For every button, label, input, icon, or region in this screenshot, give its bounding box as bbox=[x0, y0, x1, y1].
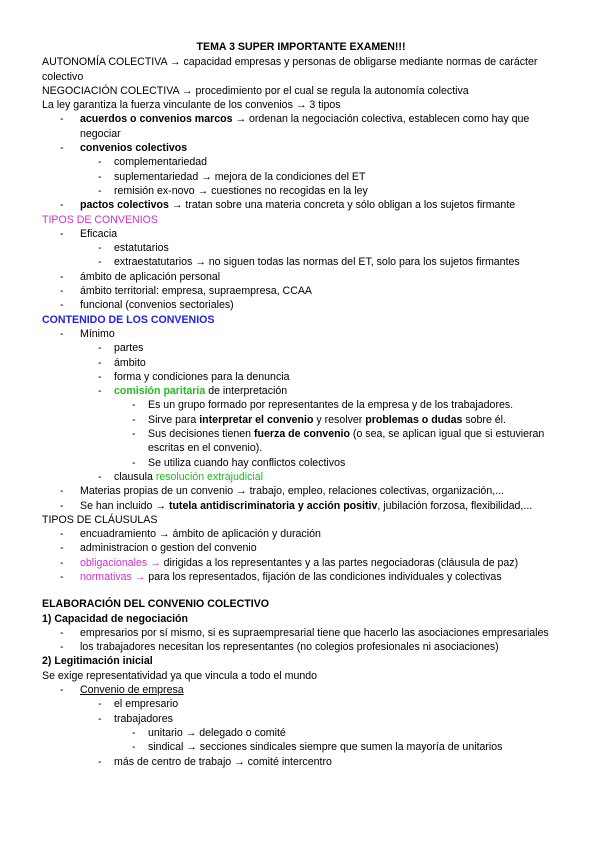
list-item: - Sus decisiones tienen fuerza de convenio (o sea, se aplican igual que si estuvieran escritas en el convenio). bbox=[132, 428, 545, 455]
list-item: - clausula resolución extrajudicial bbox=[98, 470, 263, 483]
list-item: - el empresario bbox=[98, 698, 179, 711]
list-item: - forma y condiciones para la denuncia bbox=[98, 370, 290, 383]
list-item: - partes bbox=[98, 342, 144, 355]
page-title: TEMA 3 SUPER IMPORTANTE EXAMEN!!! bbox=[196, 41, 406, 53]
autonomia-line: AUTONOMÍA COLECTIVA → capacidad empresas y personas de obligarse mediante normas de carácter colectivo bbox=[42, 56, 538, 83]
list-item: - más de centro de trabajo → comité intercentro bbox=[98, 755, 332, 768]
list-item: - ámbito de aplicación personal bbox=[60, 270, 221, 283]
list-item: - Materias propias de un convenio → trabajo, empleo, relaciones colectivas, organización,... bbox=[60, 485, 504, 498]
list-item: - ámbito bbox=[98, 356, 146, 369]
list-item: - Sirve para interpretar el convenio y resolver problemas o dudas sobre él. bbox=[132, 413, 506, 426]
section-1-heading: 1) Capacidad de negociación bbox=[42, 612, 188, 625]
list-item: - administracion o gestion del convenio bbox=[60, 542, 257, 555]
list-item: - comisión paritaria de interpretación - Es un grupo formado por representantes de la empresa y de los trabajadores. - Sirve para interpretar el convenio y resolver problemas o dudas sobre él. - Sus decisiones tienen fuerza de convenio (o sea, se aplican igual que si estuvieran escritas en el convenio). - Se utiliza cuando hay conflictos colectivos bbox=[80, 384, 560, 470]
tipos-list bbox=[42, 112, 560, 212]
tipos-convenios-heading: TIPOS DE CONVENIOS bbox=[42, 213, 158, 226]
list-item: - suplementariedad → mejora de la condiciones del ET bbox=[98, 170, 366, 183]
list-item: - estatutarios bbox=[98, 242, 169, 255]
negociacion-line: NEGOCIACIÓN COLECTIVA → procedimiento por el cual se regula la autonomía colectiva bbox=[42, 84, 469, 97]
list-item: - convenios colectivos - complementariedad - suplementariedad → mejora de la condiciones del ET - remisión ex-novo → cuestiones no recogidas en la ley bbox=[42, 141, 560, 198]
list-item: - unitario → delegado o comité bbox=[132, 726, 286, 739]
list-item: - complementariedad bbox=[98, 156, 208, 169]
tipos-convenios-list bbox=[42, 227, 560, 313]
contenido-list bbox=[42, 327, 560, 513]
list-item: - Eficacia - estatutarios - extraestatutarios → no siguen todas las normas del ET, solo para los sujetos firmantes bbox=[42, 227, 560, 270]
clausulas-list bbox=[42, 527, 560, 584]
ley-line: La ley garantiza la fuerza vinculante de los convenios → 3 tipos bbox=[42, 99, 341, 112]
legitimacion-list bbox=[42, 683, 560, 769]
legitimacion-text: Se exige representatividad ya que vincula a todo el mundo bbox=[42, 669, 318, 682]
list-item: - los trabajadores necesitan los representantes (no colegios profesionales ni asociaciones) bbox=[60, 641, 499, 654]
capacidad-list bbox=[42, 626, 560, 655]
list-item: - funcional (convenios sectoriales) bbox=[60, 299, 234, 312]
list-item: - Es un grupo formado por representantes de la empresa y de los trabajadores. bbox=[132, 399, 514, 412]
list-item: - trabajadores - unitario → delegado o comité - sindical → secciones sindicales siempre que sumen la mayoría de unitarios bbox=[80, 712, 560, 755]
list-item: - sindical → secciones sindicales siempre que sumen la mayoría de unitarios bbox=[132, 741, 503, 754]
section-2-heading: 2) Legitimación inicial bbox=[42, 655, 153, 668]
clausulas-heading: TIPOS DE CLÁUSULAS bbox=[42, 513, 158, 526]
list-item: - Se han incluido → tutela antidiscriminatoria y acción positiv, jubilación forzosa, flexibilidad,... bbox=[60, 499, 533, 512]
list-item: - ámbito territorial: empresa, supraempresa, CCAA bbox=[60, 285, 312, 298]
list-item: - obligacionales → dirigidas a los representantes y a las partes negociadoras (cláusula de paz) bbox=[60, 556, 519, 569]
list-item: - Convenio de empresa - el empresario - trabajadores - unitario → delegado o comité - sindical → secciones sindicales siempre que sumen la mayoría de unitarios - más de centro de trabajo → comité intercentro bbox=[42, 683, 560, 769]
list-item: - Mínimo - partes - ámbito - forma y condiciones para la denuncia - comisión paritaria de interpretación - Es un grupo formado por representantes de la empresa y de los trabajadores. - Sirve para interpretar el convenio y resolver problemas o dudas sobre él. - Sus decisiones tienen fuerza de convenio (o sea, se aplican igual que si estuvieran escritas en el convenio). - Se utiliza cuando hay conflictos colectivos - clausula resolución extrajudicial bbox=[42, 327, 560, 484]
elaboracion-heading: ELABORACIÓN DEL CONVENIO COLECTIVO bbox=[42, 598, 269, 611]
list-item: - extraestatutarios → no siguen todas las normas del ET, solo para los sujetos firmantes bbox=[98, 256, 520, 269]
list-item: - remisión ex-novo → cuestiones no recogidas en la ley bbox=[98, 184, 368, 197]
list-item: - encuadramiento → ámbito de aplicación y duración bbox=[60, 528, 321, 541]
list-item: - empresarios por sí mismo, si es supraempresarial tiene que hacerlo las asociaciones empresariales bbox=[60, 626, 549, 639]
contenido-heading: CONTENIDO DE LOS CONVENIOS bbox=[42, 313, 215, 326]
list-item: - pactos colectivos → tratan sobre una materia concreta y sólo obligan a los sujetos firmante bbox=[60, 199, 516, 212]
list-item: - normativas → para los representados, fijación de las condiciones individuales y colectivas bbox=[60, 570, 502, 583]
list-item: - Se utiliza cuando hay conflictos colectivos bbox=[132, 456, 346, 469]
list-item: - acuerdos o convenios marcos → ordenan la negociación colectiva, establecen como hay que negociar bbox=[60, 113, 530, 140]
